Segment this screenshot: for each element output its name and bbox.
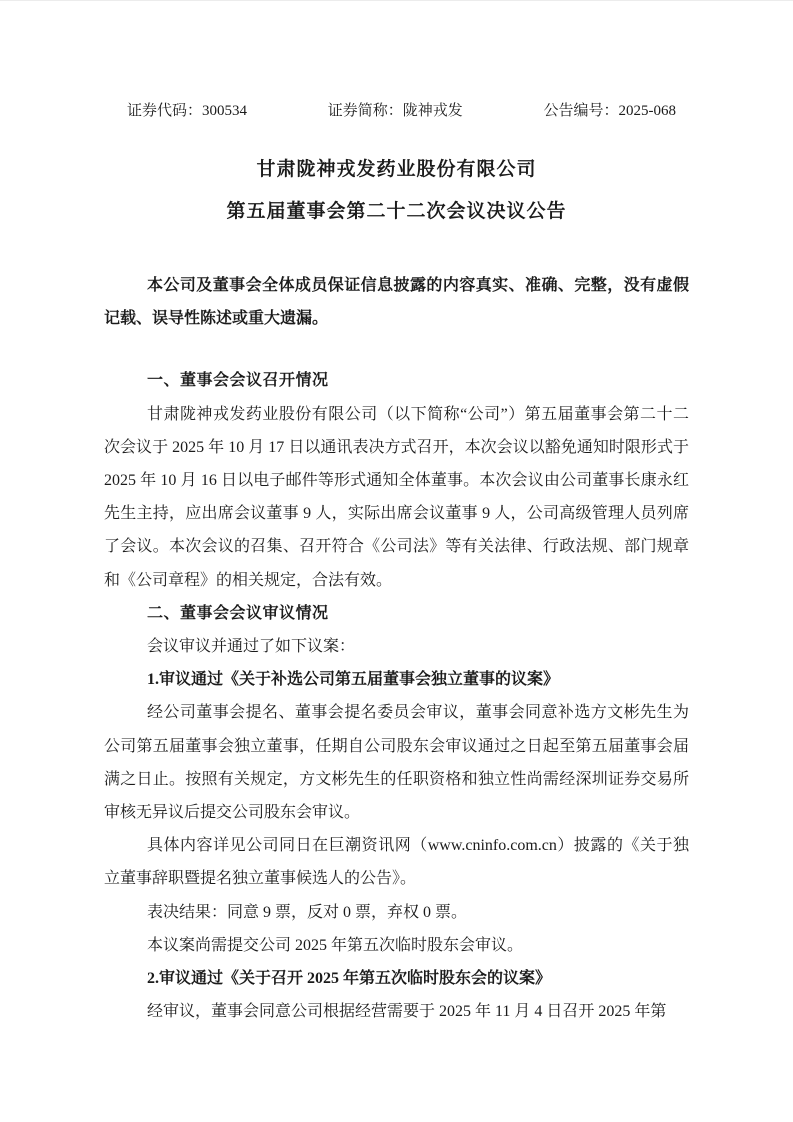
item1-note: 本议案尚需提交公司 2025 年第五次临时股东会审议。	[147, 936, 524, 954]
item1-paragraph2: 具体内容详见公司同日在巨潮资讯网（www.cninfo.com.cn）披露的《关于独立董事辞职暨提名独立董事候选人的公告》。	[104, 837, 689, 888]
stock-abbr: 证券简称：陇神戎发	[327, 103, 463, 119]
item2-paragraph1: 经审议，董事会同意公司根据经营需要于 2025 年 11 月 4 日召开 2025 年第	[147, 1003, 667, 1021]
document-title: 第五届董事会第二十二次会议决议公告	[226, 201, 567, 222]
section2-intro: 会议审议并通过了如下议案：	[147, 638, 356, 656]
section2-heading: 二、董事会会议审议情况	[147, 604, 329, 622]
item2-heading: 2.审议通过《关于召开 2025 年第五次临时股东会的议案》	[147, 970, 552, 988]
document-header	[104, 102, 689, 121]
announcement-number: 公告编号：2025-068	[543, 103, 676, 119]
item1-vote-result: 表决结果：同意 9 票，反对 0 票，弃权 0 票。	[147, 903, 468, 921]
stock-code: 证券代码：300534	[127, 103, 248, 119]
company-name-title: 甘肃陇神戎发药业股份有限公司	[256, 159, 537, 180]
item1-paragraph1: 经公司董事会提名、董事会提名委员会审议，董事会同意补选方文彬先生为公司第五届董事会独立董事，任期自公司股东会审议通过之日起至第五届董事会届满之日止。按照有关规定，方文彬先生的任职资格和独立性尚需经深圳证券交易所审核无异议后提交公司股东会审议。	[104, 704, 689, 822]
section1-heading: 一、董事会会议召开情况	[147, 372, 329, 390]
disclaimer-paragraph: 本公司及董事会全体成员保证信息披露的内容真实、准确、完整，没有虚假记载、误导性陈述或重大遗漏。	[104, 277, 689, 328]
item1-heading: 1.审议通过《关于补选公司第五届董事会独立董事的议案》	[147, 671, 560, 689]
section1-paragraph: 甘肃陇神戎发药业股份有限公司（以下简称“公司”）第五届董事会第二十二次会议于 2025 年 10 月 17 日以通讯表决方式召开，本次会议以豁免通知时限形式于 2025 年 10 月 16 日以电子邮件等形式通知全体董事。本次会议由公司董事长康永红先生主持，应出席会议董事 9 人，实际出席会议董事 9 人，公司高级管理人员列席了会议。本次会议的召集、召开符合《公司法》等有关法律、行政法规、部门规章和《公司章程》的相关规定，合法有效。	[104, 405, 689, 589]
